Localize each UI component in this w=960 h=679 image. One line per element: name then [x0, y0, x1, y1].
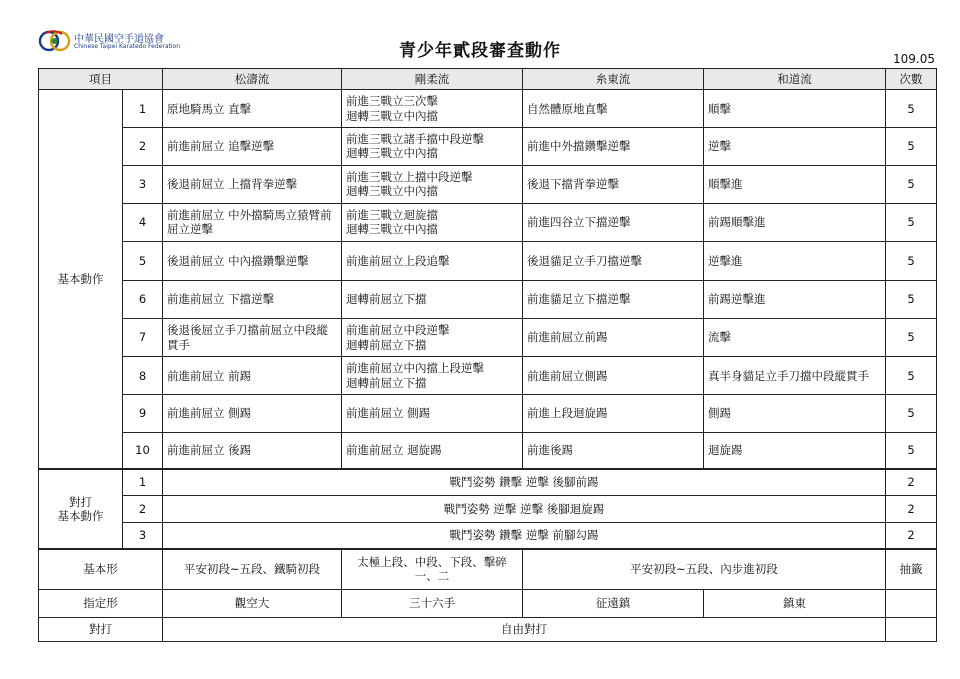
header-wadoryu: 和道流	[704, 69, 886, 90]
shotokan-cell: 後退後屈立手刀擋前屈立中段縱貫手	[163, 318, 342, 357]
shotokan-cell: 後退前屈立 上擋背拳逆擊	[163, 165, 342, 203]
wadoryu-cell: 真半身貓足立手刀擋中段縱貫手	[704, 357, 886, 395]
header-count: 次數	[886, 69, 937, 90]
kata-basic-count: 抽籤	[886, 549, 937, 590]
logo-name-en: Chinese Taipei Karatedo Federation	[74, 43, 180, 50]
row-number: 2	[123, 128, 163, 166]
row-number: 2	[123, 496, 163, 523]
header-shotokan: 松濤流	[163, 69, 342, 90]
shitoryu-cell: 前進前屈立側踢	[523, 357, 704, 395]
wadoryu-cell: 迴旋踢	[704, 432, 886, 469]
sparring-row	[39, 496, 937, 523]
wadoryu-cell: 逆擊	[704, 128, 886, 166]
wadoryu-cell: 前踢順擊進	[704, 203, 886, 242]
kata-basic-row	[39, 549, 937, 590]
basic-row	[39, 432, 937, 469]
sparring-label-line1: 對打	[69, 494, 92, 509]
sparring-text: 戰鬥姿勢 鑽擊 逆擊 前腳勾踢	[163, 522, 886, 549]
row-number: 8	[123, 357, 163, 395]
header-shitoryu: 糸東流	[523, 69, 704, 90]
gojuryu-line: 迴轉三戰立中內擋	[346, 222, 438, 237]
shitoryu-cell: 前進上段迴旋踢	[523, 395, 704, 433]
basic-row	[39, 128, 937, 166]
page-title: 青少年貳段審查動作	[399, 41, 561, 61]
row-number: 4	[123, 203, 163, 242]
count-cell: 2	[886, 469, 937, 496]
kata-designated-wadoryu: 鎮東	[704, 589, 886, 617]
wadoryu-cell: 逆擊進	[704, 242, 886, 281]
sparring-row	[39, 522, 937, 549]
basic-row	[39, 281, 937, 319]
count-cell: 5	[886, 128, 937, 166]
wadoryu-cell: 流擊	[704, 318, 886, 357]
gojuryu-cell	[342, 281, 523, 319]
count-cell: 2	[886, 496, 937, 523]
shotokan-cell: 前進前屈立 側踢	[163, 395, 342, 433]
gojuryu-line: 前進前屈立中內擋上段逆擊	[346, 361, 484, 376]
row-number: 3	[123, 522, 163, 549]
shotokan-cell: 前進前屈立 追擊逆擊	[163, 128, 342, 166]
gojuryu-cell	[342, 90, 523, 128]
sparring-text: 戰鬥姿勢 鑽擊 逆擊 後腳前踢	[163, 469, 886, 496]
gojuryu-cell	[342, 318, 523, 357]
wadoryu-cell: 前踢逆擊進	[704, 281, 886, 319]
document-date: 109.05	[893, 52, 935, 66]
row-number: 3	[123, 165, 163, 203]
basic-row	[39, 165, 937, 203]
kumite-count	[886, 617, 937, 642]
kata-designated-shotokan: 觀空大	[163, 589, 342, 617]
gojuryu-line: 迴轉前屈立下擋	[346, 375, 427, 390]
kata-basic-gojuryu: 太極上段、中段、下段、擊碎一、二	[342, 549, 523, 590]
basic-section-label: 基本動作	[39, 90, 123, 469]
basic-section	[39, 90, 937, 469]
count-cell: 5	[886, 281, 937, 319]
logo-name-cn: 中華民國空手道協會	[74, 34, 164, 45]
shitoryu-cell: 前進前屈立前踢	[523, 318, 704, 357]
kata-designated-shitoryu: 征遠鎮	[523, 589, 704, 617]
basic-row	[39, 90, 937, 128]
count-cell: 5	[886, 242, 937, 281]
shitoryu-cell: 後退下擋背拳逆擊	[523, 165, 704, 203]
row-number: 1	[123, 469, 163, 496]
shitoryu-cell: 前進後踢	[523, 432, 704, 469]
kumite-label: 對打	[39, 617, 163, 642]
basic-row	[39, 242, 937, 281]
kata-designated-gojuryu: 三十六手	[342, 589, 523, 617]
kata-basic-label: 基本形	[39, 549, 163, 590]
kata-designated-label: 指定形	[39, 589, 163, 617]
shotokan-cell: 前進前屈立 下擋逆擊	[163, 281, 342, 319]
sparring-text: 戰鬥姿勢 逆擊 逆擊 後腳迴旋踢	[163, 496, 886, 523]
wadoryu-cell: 側踢	[704, 395, 886, 433]
gojuryu-line: 迴轉前屈立下擋	[346, 337, 427, 352]
count-cell: 2	[886, 522, 937, 549]
gojuryu-line: 前進前屈立 側踢	[346, 406, 431, 421]
gojuryu-line: 迴轉三戰立中內擋	[346, 108, 438, 123]
kata-basic-shotokan: 平安初段~五段、鐵騎初段	[163, 549, 342, 590]
count-cell: 5	[886, 165, 937, 203]
basic-row	[39, 203, 937, 242]
row-number: 6	[123, 281, 163, 319]
gojuryu-cell	[342, 357, 523, 395]
wadoryu-cell: 順擊	[704, 90, 886, 128]
kata-designated-row	[39, 589, 937, 617]
row-number: 5	[123, 242, 163, 281]
kata-designated-count	[886, 589, 937, 617]
gojuryu-line: 前進前屈立 迴旋踢	[346, 443, 442, 458]
shitoryu-cell: 前進中外擋鑽擊逆擊	[523, 128, 704, 166]
kata-basic-shito-wado: 平安初段~五段、內步進初段	[523, 549, 886, 590]
sparring-basic-section	[39, 469, 937, 549]
gojuryu-line: 前進三戰立諸手擋中段逆擊	[346, 132, 484, 147]
gojuryu-line: 迴轉三戰立中內擋	[346, 184, 438, 199]
shotokan-cell: 前進前屈立 中外擋騎馬立猿臂前屈立逆擊	[163, 203, 342, 242]
sparring-label-line2: 基本動作	[57, 508, 104, 523]
kumite-row	[39, 617, 937, 642]
row-number: 7	[123, 318, 163, 357]
gojuryu-line: 前進三戰立上擋中段逆擊	[346, 169, 473, 184]
shitoryu-cell: 前進貓足立下擋逆擊	[523, 281, 704, 319]
basic-row	[39, 318, 937, 357]
count-cell: 5	[886, 432, 937, 469]
shitoryu-cell: 後退貓足立手刀擋逆擊	[523, 242, 704, 281]
basic-row	[39, 395, 937, 433]
count-cell: 5	[886, 318, 937, 357]
count-cell: 5	[886, 395, 937, 433]
row-number: 1	[123, 90, 163, 128]
gojuryu-line: 前進前屈立上段追擊	[346, 253, 450, 268]
gojuryu-line: 前進三戰立迴旋擋	[346, 208, 438, 223]
header-gojuryu: 剛柔流	[342, 69, 523, 90]
gojuryu-cell	[342, 432, 523, 469]
header-item: 項目	[39, 69, 163, 90]
gojuryu-line: 迴轉前屈立下擋	[346, 292, 427, 307]
gojuryu-cell	[342, 165, 523, 203]
row-number: 9	[123, 395, 163, 433]
sparring-row	[39, 469, 937, 496]
shotokan-cell: 前進前屈立 前踢	[163, 357, 342, 395]
shotokan-cell: 後退前屈立 中內擋鑽擊逆擊	[163, 242, 342, 281]
sparring-section-label	[39, 469, 123, 549]
shotokan-cell: 原地騎馬立 直擊	[163, 90, 342, 128]
exam-table	[38, 68, 937, 642]
gojuryu-line: 前進三戰立三次擊	[346, 94, 438, 109]
count-cell: 5	[886, 90, 937, 128]
basic-row	[39, 357, 937, 395]
gojuryu-cell	[342, 128, 523, 166]
header-row	[39, 69, 937, 90]
gojuryu-cell	[342, 242, 523, 281]
count-cell: 5	[886, 203, 937, 242]
shotokan-cell: 前進前屈立 後踢	[163, 432, 342, 469]
gojuryu-cell	[342, 203, 523, 242]
gojuryu-cell	[342, 395, 523, 433]
count-cell: 5	[886, 357, 937, 395]
gojuryu-line: 迴轉三戰立中內擋	[346, 146, 438, 161]
wadoryu-cell: 順擊進	[704, 165, 886, 203]
gojuryu-line: 前進前屈立中段逆擊	[346, 323, 450, 338]
shitoryu-cell: 前進四谷立下擋逆擊	[523, 203, 704, 242]
shitoryu-cell: 自然體原地直擊	[523, 90, 704, 128]
kumite-text: 自由對打	[163, 617, 886, 642]
row-number: 10	[123, 432, 163, 469]
